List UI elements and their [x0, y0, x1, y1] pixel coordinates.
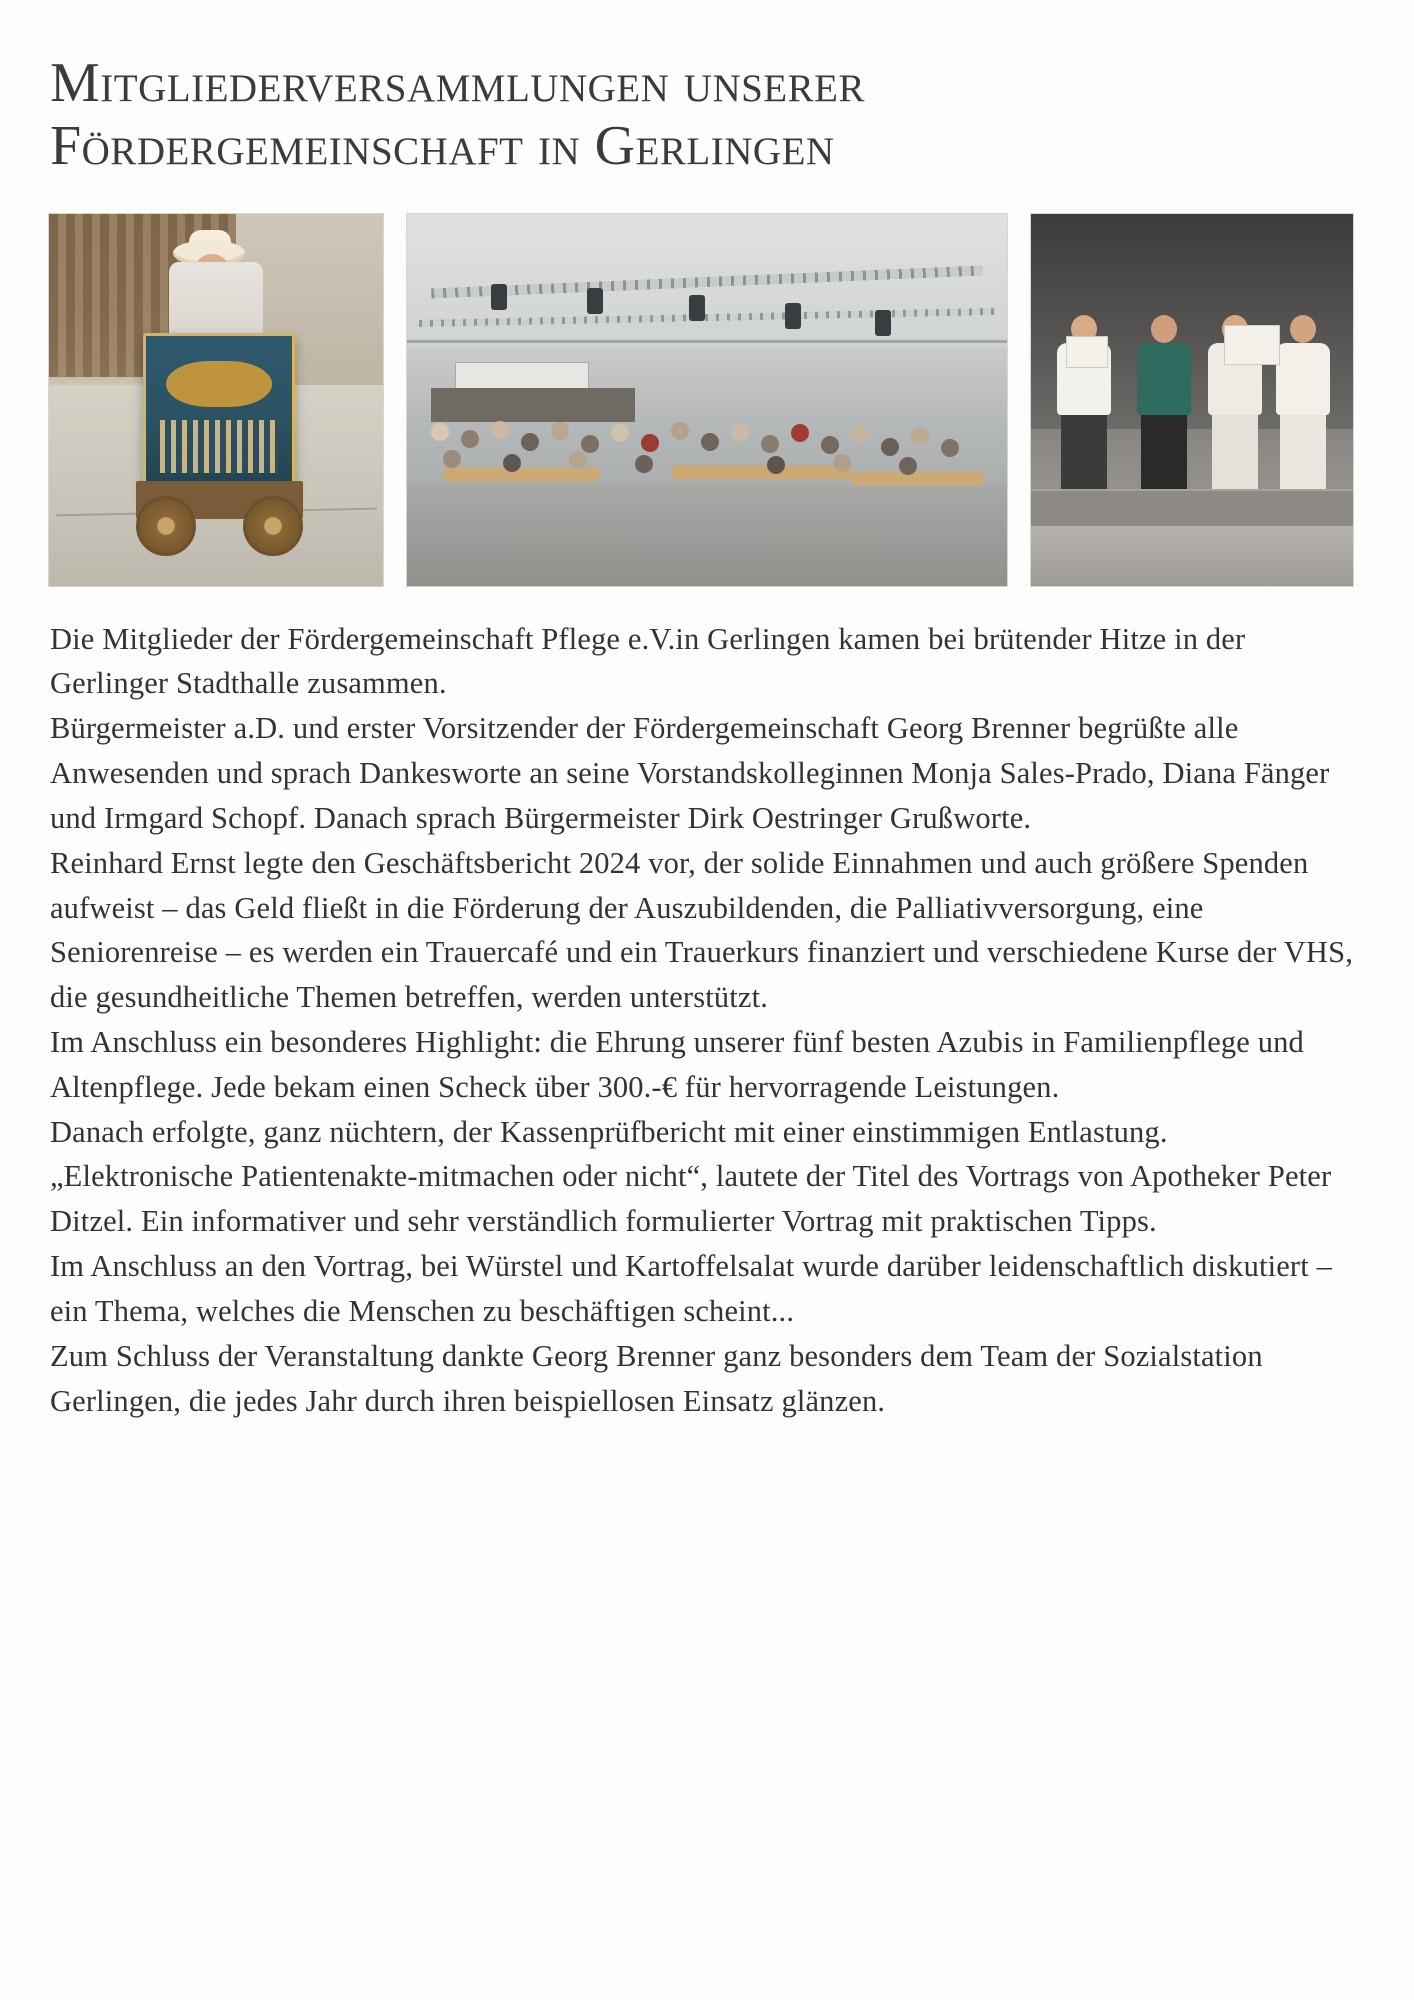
photo3-legs	[1141, 415, 1187, 489]
photo1-cart-wheel-right	[243, 496, 303, 556]
photo-strip	[48, 213, 1368, 587]
photo2-attendee	[521, 433, 539, 451]
page-title-line-2: Fördergemeinschaft in Gerlingen	[50, 115, 835, 178]
photo2-attendee	[491, 421, 509, 439]
photo3-stage-edge	[1031, 489, 1353, 528]
photo3-person-awardee-3	[1276, 315, 1330, 489]
article-paragraph: Bürgermeister a.D. und erster Vorsitzender der Fördergemeinschaft Georg Brenner begrüßte alle Anwesenden und sprach Dankesworte an seine Vorstandskolleginnen Monja Sales-Prado, Diana Fänger und Irmgard Schopf. Danach sprach Bürgermeister Dirk Oestringer Grußworte.	[50, 711, 1330, 835]
photo2-attendee	[671, 422, 689, 440]
photo2-attendee	[761, 435, 779, 453]
article-paragraph: Zum Schluss der Veranstaltung dankte Georg Brenner ganz besonders dem Team der Sozialstation Gerlingen, die jedes Jahr durch ihren beispiellosen Einsatz glänzen.	[50, 1338, 1263, 1418]
photo2-attendee	[635, 455, 653, 473]
photo1-cart-wheel-left	[136, 496, 196, 556]
photo3-legs	[1280, 415, 1326, 489]
photo3-legs	[1061, 415, 1107, 489]
photo2-attendee	[701, 433, 719, 451]
photo3-torso	[1276, 343, 1330, 415]
photo2-stage-lamp	[689, 295, 705, 321]
article-paragraph: „Elektronische Patientenakte-mitmachen oder nicht“, lautete der Titel des Vortrags von Apotheker Peter Ditzel. Ein informativer und sehr verständlich formulierter Vortrag mit praktischen Tipps.	[50, 1159, 1332, 1239]
photo1-barrel-organ	[143, 333, 296, 495]
photo2-stage-lamp	[875, 310, 891, 336]
photo2-table	[671, 465, 851, 479]
photo2-table	[443, 467, 599, 481]
article-paragraph: Die Mitglieder der Fördergemeinschaft Pflege e.V.in Gerlingen kamen bei brütender Hitze in der Gerlinger Stadthalle zusammen.	[50, 621, 1246, 701]
photo2-attendee	[461, 430, 479, 448]
photo3-legs	[1212, 415, 1258, 489]
photo1-organ-pipes	[160, 420, 278, 473]
photo2-stage-lamp	[491, 284, 507, 310]
photo2-attendee	[833, 454, 851, 472]
photo2-attendee	[791, 424, 809, 442]
page-title	[46, 52, 1368, 179]
photo2-attendee	[641, 434, 659, 452]
article-paragraph: Im Anschluss ein besonderes Highlight: die Ehrung unserer fünf besten Azubis in Familienpflege und Altenpflege. Jede bekam einen Scheck über 300.-€ für hervorragende Leistungen.	[50, 1024, 1304, 1104]
article-body	[46, 617, 1368, 1424]
photo2-attendee	[551, 422, 569, 440]
photo2-stage-lamp	[785, 303, 801, 329]
photo3-certificate	[1224, 325, 1280, 365]
photo2-stage-lamp	[587, 288, 603, 314]
photo3-head	[1290, 315, 1316, 343]
photo2-attendee	[821, 436, 839, 454]
photo3-floor	[1031, 526, 1353, 586]
article-paragraph: Reinhard Ernst legte den Geschäftsbericht 2024 vor, der solide Einnahmen und auch größere Spenden aufweist – das Geld fließt in die Förderung der Auszubildenden, die Palliativversorgung, eine Seniorenreise – es werden ein Trauercafé und ein Trauerkurs finanziert und verschiedene Kurse der VHS, die gesundheitliche Themen betreffen, werden unterstützt.	[50, 845, 1353, 1015]
photo2-attendee	[443, 450, 461, 468]
photo2-attendee	[881, 438, 899, 456]
photo2-attendee	[731, 423, 749, 441]
photo3-person-awardee-1	[1137, 315, 1191, 489]
page-title-line-1: Mitgliederversammlungen unserer	[50, 52, 865, 114]
photo3-document	[1066, 336, 1108, 368]
photo2-attendee	[941, 439, 959, 457]
photo2-audience	[407, 411, 1007, 534]
photo2-attendee	[611, 424, 629, 442]
photo2-table	[851, 472, 983, 486]
photo2-ceiling-beam	[407, 340, 1007, 343]
photo2-attendee	[851, 425, 869, 443]
photo1-organ-ornament	[166, 361, 272, 408]
photo3-torso	[1137, 343, 1191, 415]
photo2-attendee	[431, 423, 449, 441]
photo-woman-with-barrel-organ	[48, 213, 384, 587]
photo-assembly-hall-audience	[406, 213, 1008, 587]
photo-award-ceremony-on-stage	[1030, 213, 1354, 587]
article-paragraph: Danach erfolgte, ganz nüchtern, der Kassenprüfbericht mit einer einstimmigen Entlastung.	[50, 1114, 1168, 1149]
article-paragraph: Im Anschluss an den Vortrag, bei Würstel und Kartoffelsalat wurde darüber leidenschaftlich diskutiert – ein Thema, welches die Menschen zu beschäftigen scheint...	[50, 1249, 1333, 1328]
photo2-attendee	[767, 456, 785, 474]
photo3-head	[1151, 315, 1177, 343]
photo2-attendee	[581, 435, 599, 453]
photo2-attendee	[911, 427, 929, 445]
photo2-attendee	[503, 454, 521, 472]
